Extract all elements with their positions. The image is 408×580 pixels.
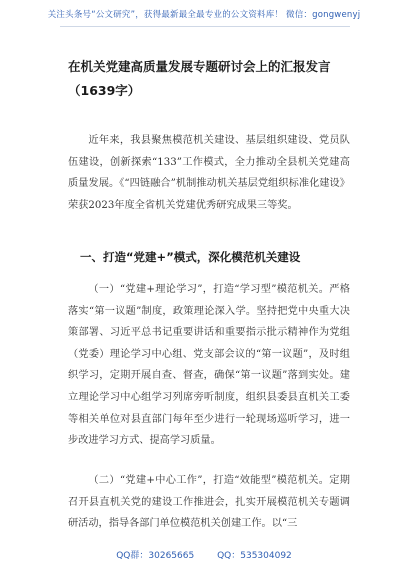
intro-paragraph: 近年来，我县聚焦模范机关建设、基层组织建设、党员队伍建设，创新探索“133”工作模式，全力推动全县机关党建高质量发展。《“四链融合”机制推动机关基层党组织标准化建设》荣获2023年度全省机关党建优秀研究成果三等奖。 — [68, 135, 350, 211]
body-paragraph-continued: （二）“党建+中心工作”，打造“效能型”模范机关。定期召开县直机关党的建设工作推进会，扎实开展模范机关专题调研活动，指导各部门单位模范机关创建工作。以“三 — [68, 475, 350, 530]
footer — [0, 548, 408, 561]
section-heading: 一、打造“党建+”模式，深化模范机关建设 — [80, 250, 301, 264]
document-title: 在机关党建高质量发展专题研讨会上的汇报发言（1639字） — [68, 59, 331, 98]
header-divider — [60, 26, 350, 27]
qq-contact-text: QQ：535304092 — [217, 551, 292, 561]
header-banner: 关注头条号“公文研究”，获得最新最全最专业的公文资料库！ 微信：gongwenyj — [47, 10, 361, 20]
body-paragraph: （一）“党建+理论学习”，打造“学习型”模范机关。严格落实“第一议题”制度，政策理论深入学。坚持把党中央重大决策部署、习近平总书记重要讲话和重要指示批示精神作为党组（党委）理论学习中心组、党支部会议的“第一议题”，及时组织学习，定期开展自查、督查，确保“第一议题”落到实处。建立理论学习中心组学习列席旁听制度，组织县委县直机关工委等相关单位对县直部门每年至少进行一轮现场巡听学习，进一步改进学习方式、提高学习质量。 — [68, 284, 350, 447]
qq-group-text: QQ群：30265665 — [116, 551, 195, 561]
